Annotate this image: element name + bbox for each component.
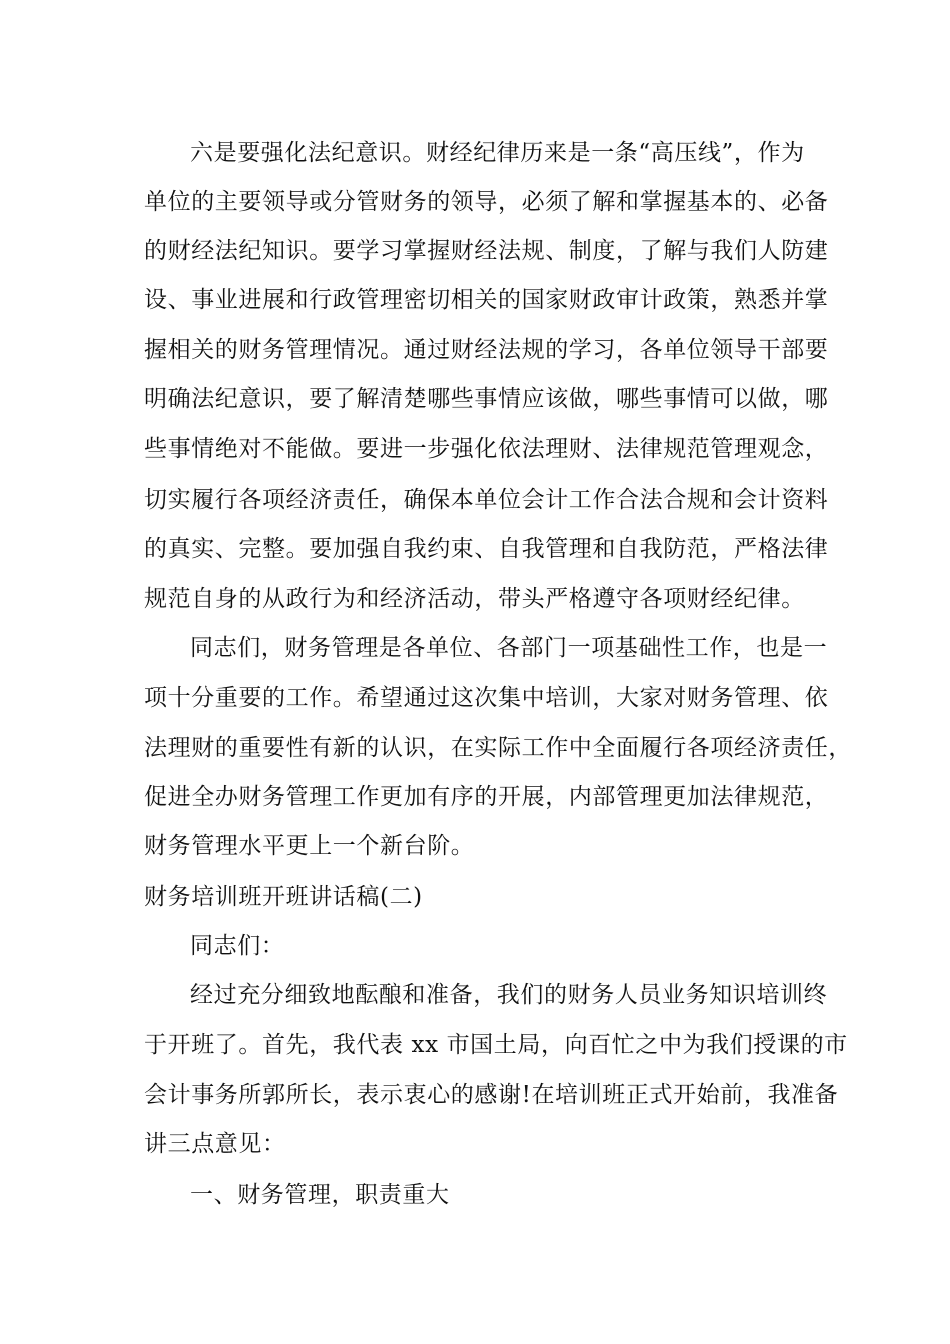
paragraph-1-line-10: 规范自身的从政行为和经济活动，带头严格遵守各项财经纪律。: [144, 586, 805, 612]
paragraph-3-line-1: 经过充分细致地酝酿和准备，我们的财务人员业务知识培训终: [190, 982, 828, 1008]
paragraph-1-line-1: 六是要强化法纪意识。财经纪律历来是一条“高压线”，作为: [190, 140, 805, 166]
paragraph-3-line-2: 于开班了。首先，我代表 xx 市国土局，向百忙之中为我们授课的市: [144, 1032, 848, 1058]
heading-1: 一、财务管理，职责重大: [190, 1182, 450, 1208]
paragraph-2-line-2: 项十分重要的工作。希望通过这次集中培训，大家对财务管理、依: [144, 685, 829, 711]
paragraph-1-line-6: 明确法纪意识，要了解清楚哪些事情应该做，哪些事情可以做，哪: [144, 386, 829, 412]
paragraph-3-line-3: 会计事务所郭所长，表示衷心的感谢!在培训班正式开始前，我准备: [144, 1082, 839, 1108]
paragraph-2-line-5: 财务管理水平更上一个新台阶。: [144, 833, 475, 859]
paragraph-1-line-8: 切实履行各项经济责任，确保本单位会计工作合法合规和会计资料: [144, 487, 829, 513]
paragraph-1-line-2: 单位的主要领导或分管财务的领导，必须了解和掌握基本的、必备: [144, 189, 829, 215]
paragraph-1-line-3: 的财经法纪知识。要学习掌握财经法规、制度，了解与我们人防建: [144, 238, 829, 264]
paragraph-1-line-4: 设、事业进展和行政管理密切相关的国家财政审计政策，熟悉并掌: [144, 287, 829, 313]
section-title: 财务培训班开班讲话稿(二): [144, 884, 423, 910]
paragraph-1-line-9: 的真实、完整。要加强自我约束、自我管理和自我防范，严格法律: [144, 536, 829, 562]
paragraph-1-line-5: 握相关的财务管理情况。通过财经法规的学习，各单位领导干部要: [144, 337, 829, 363]
salutation: 同志们：: [190, 933, 285, 959]
paragraph-1-line-7: 些事情绝对不能做。要进一步强化依法理财、法律规范管理观念，: [144, 436, 829, 462]
paragraph-2-line-3: 法理财的重要性有新的认识，在实际工作中全面履行各项经济责任，: [144, 735, 852, 761]
paragraph-2-line-4: 促进全办财务管理工作更加有序的开展，内部管理更加法律规范，: [144, 784, 829, 810]
paragraph-2-line-1: 同志们，财务管理是各单位、各部门一项基础性工作，也是一: [190, 635, 828, 661]
paragraph-3-line-4: 讲三点意见：: [144, 1131, 286, 1157]
